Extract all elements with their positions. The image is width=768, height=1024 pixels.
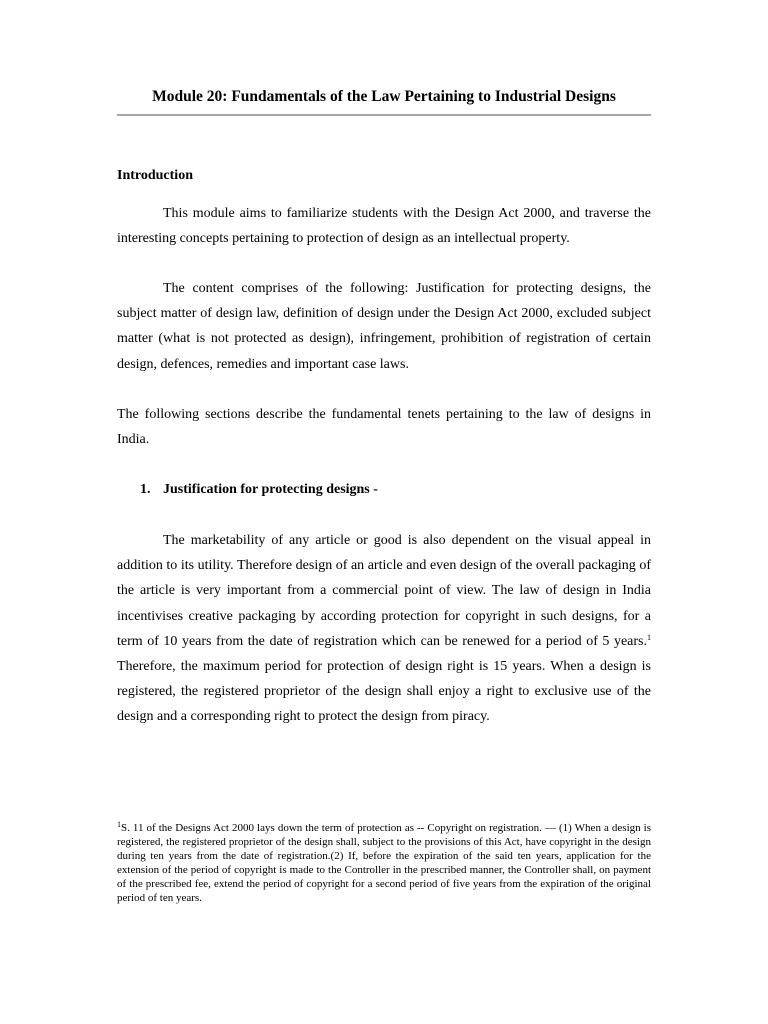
section-1-paragraph bbox=[117, 528, 651, 730]
introduction-paragraph-2: The content comprises of the following: Justification for protecting designs, the subject matter of design law, definition of design under the Design Act 2000, excluded subject matter (what is not protected as design), infringement, prohibition of registration of certain design, defences, remedies and important case laws. bbox=[117, 281, 651, 372]
section-1-text-a: The marketability of any article or good is also dependent on the visual appeal in addition to its utility. Therefore design of an article and even design of the overall packaging of the article is very important from a commercial point of view. The law of design in India incentivises creative packaging by according protection for copyright in such designs, for a term of 10 years from the date of registration which can be renewed for a period of 5 years. bbox=[117, 533, 651, 649]
footnote bbox=[117, 822, 651, 905]
introduction-paragraph-1: This module aims to familiarize students with the Design Act 2000, and traverse the interesting concepts pertaining to protection of design as an intellectual property. bbox=[117, 206, 651, 247]
section-1-title: Justification for protecting designs - bbox=[163, 482, 378, 497]
title-divider bbox=[117, 114, 651, 116]
document-title: Module 20: Fundamentals of the Law Pertaining to Industrial Designs bbox=[152, 88, 616, 105]
footnote-text: S. 11 of the Designs Act 2000 lays down the term of protection as -- Copyright on registration. — (1) When a design is registered, the registered proprietor of the design shall, subject to the provisions of this Act, have copyright in the design during ten years from the date of registration.(2) If, before the expiration of the said ten years, application for the extension of the period of copyright is made to the Controller in the prescribed manner, the Controller shall, on payment of the prescribed fee, extend the period of copyright for a second period of five years from the expiration of the original period of ten years. bbox=[117, 822, 651, 904]
section-1-text-b: Therefore, the maximum period for protection of design right is 15 years. When a design is registered, the registered proprietor of the design shall enjoy a right to exclusive use of the design and a corresponding right to protect the design from piracy. bbox=[117, 659, 651, 725]
footnote-reference[interactable]: 1 bbox=[647, 632, 651, 642]
section-1-heading bbox=[140, 480, 378, 500]
introduction-paragraph-3: The following sections describe the fundamental tenets pertaining to the law of designs in India. bbox=[117, 407, 651, 448]
section-1-number: 1. bbox=[140, 482, 151, 497]
introduction-heading: Introduction bbox=[117, 168, 193, 183]
document-page bbox=[117, 0, 651, 1024]
footnote-marker: 1 bbox=[117, 820, 121, 829]
